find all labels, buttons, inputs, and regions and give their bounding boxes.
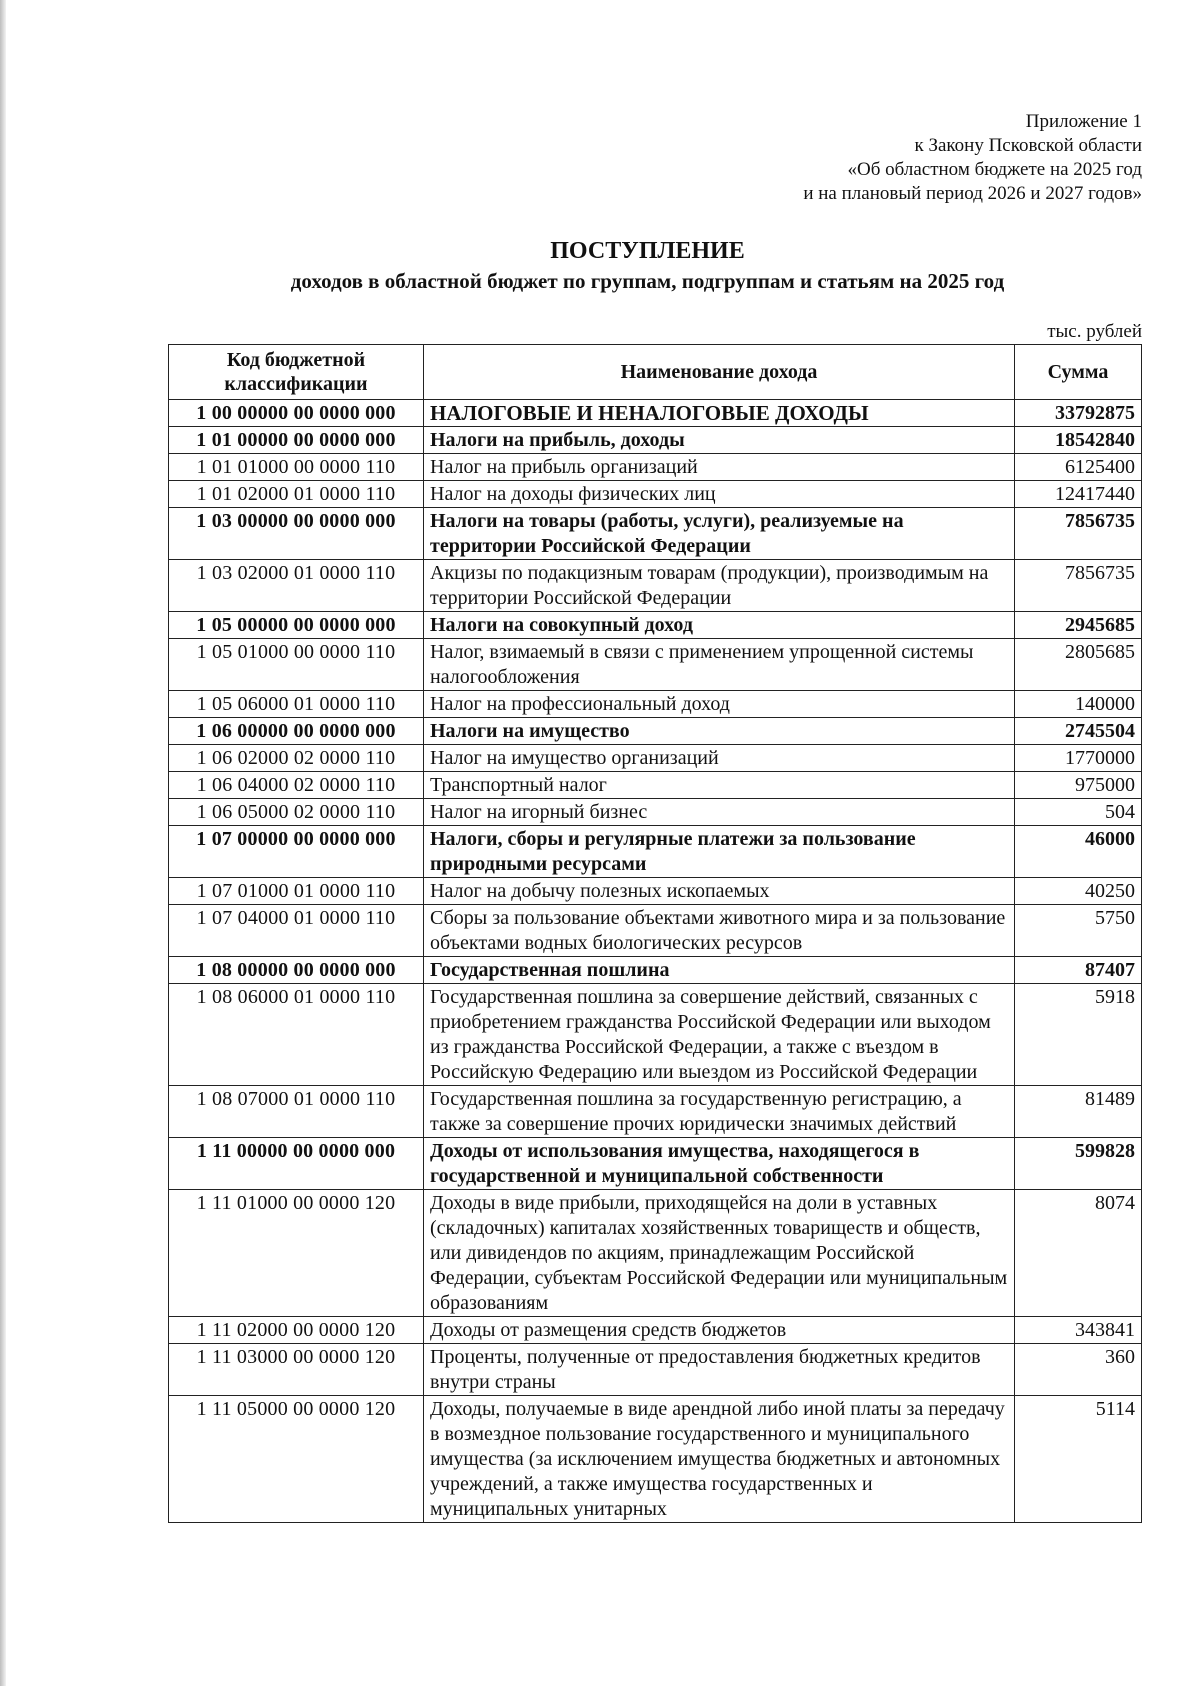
cell-code: 1 07 04000 01 0000 110 xyxy=(169,905,424,957)
cell-code: 1 06 02000 02 0000 110 xyxy=(169,745,424,772)
cell-sum: 12417440 xyxy=(1015,481,1142,508)
cell-code: 1 06 04000 02 0000 110 xyxy=(169,772,424,799)
table-row xyxy=(169,508,1142,560)
cell-code: 1 11 02000 00 0000 120 xyxy=(169,1317,424,1344)
table-row xyxy=(169,1190,1142,1317)
table-row xyxy=(169,772,1142,799)
revenue-table xyxy=(168,344,1142,1523)
cell-code: 1 03 00000 00 0000 000 xyxy=(169,508,424,560)
cell-sum: 81489 xyxy=(1015,1086,1142,1138)
appendix-line: «Об областном бюджете на 2025 год xyxy=(847,159,1142,180)
cell-sum: 360 xyxy=(1015,1344,1142,1396)
cell-name: Государственная пошлина за совершение действий, связанных с приобретением гражданства Российской Федерации или выходом из гражданства Российской Федерации, а также с въездом в Российскую Федерацию или выездом из Российской Федерации xyxy=(424,984,1015,1086)
cell-sum: 7856735 xyxy=(1015,560,1142,612)
cell-name: Государственная пошлина xyxy=(424,957,1015,984)
table-row xyxy=(169,826,1142,878)
cell-name: Акцизы по подакцизным товарам (продукции), производимым на территории Российской Федерации xyxy=(424,560,1015,612)
appendix-line: к Закону Псковской области xyxy=(914,135,1142,156)
cell-sum: 87407 xyxy=(1015,957,1142,984)
cell-sum: 1770000 xyxy=(1015,745,1142,772)
cell-code: 1 11 05000 00 0000 120 xyxy=(169,1396,424,1523)
table-row xyxy=(169,427,1142,454)
cell-sum: 2945685 xyxy=(1015,612,1142,639)
cell-name: Налог на имущество организаций xyxy=(424,745,1015,772)
cell-code: 1 06 00000 00 0000 000 xyxy=(169,718,424,745)
header-code: Код бюджетной классификации xyxy=(169,345,424,400)
cell-code: 1 06 05000 02 0000 110 xyxy=(169,799,424,826)
header-sum: Сумма xyxy=(1015,345,1142,400)
table-row xyxy=(169,1086,1142,1138)
cell-sum: 18542840 xyxy=(1015,427,1142,454)
cell-code: 1 05 06000 01 0000 110 xyxy=(169,691,424,718)
cell-code: 1 05 00000 00 0000 000 xyxy=(169,612,424,639)
cell-name: Доходы, получаемые в виде арендной либо иной платы за передачу в возмездное пользование государственного и муниципального имущества (за исключением имущества бюджетных и автономных учреждений, а также имущества государственных и муниципальных унитарных xyxy=(424,1396,1015,1523)
table-row xyxy=(169,1344,1142,1396)
table-header-row xyxy=(169,345,1142,400)
cell-name: Налоги на имущество xyxy=(424,718,1015,745)
cell-code: 1 03 02000 01 0000 110 xyxy=(169,560,424,612)
cell-name: Доходы от размещения средств бюджетов xyxy=(424,1317,1015,1344)
table-row xyxy=(169,718,1142,745)
cell-code: 1 11 03000 00 0000 120 xyxy=(169,1344,424,1396)
table-row xyxy=(169,560,1142,612)
table-row xyxy=(169,1138,1142,1190)
cell-code: 1 01 02000 01 0000 110 xyxy=(169,481,424,508)
cell-name: Налог, взимаемый в связи с применением упрощенной системы налогообложения xyxy=(424,639,1015,691)
cell-sum: 7856735 xyxy=(1015,508,1142,560)
table-row xyxy=(169,799,1142,826)
title-subtitle: доходов в областной бюджет по группам, подгруппам и статьям на 2025 год xyxy=(290,269,1005,293)
cell-code: 1 00 00000 00 0000 000 xyxy=(169,400,424,427)
document-title xyxy=(0,236,1200,296)
cell-name: Налоги на прибыль, доходы xyxy=(424,427,1015,454)
cell-sum: 40250 xyxy=(1015,878,1142,905)
cell-code: 1 01 01000 00 0000 110 xyxy=(169,454,424,481)
table-row xyxy=(169,639,1142,691)
cell-name: Налоги на совокупный доход xyxy=(424,612,1015,639)
appendix-line: и на плановый период 2026 и 2027 годов» xyxy=(803,183,1142,204)
table-row xyxy=(169,957,1142,984)
cell-name: Доходы в виде прибыли, приходящейся на доли в уставных (складочных) капиталах хозяйственных товариществ и обществ, или дивидендов по акциям, принадлежащим Российской Федерации, субъектам Российской Федерации или муниципальным образованиям xyxy=(424,1190,1015,1317)
cell-name: Налог на добычу полезных ископаемых xyxy=(424,878,1015,905)
cell-name: Доходы от использования имущества, находящегося в государственной и муниципальной собственности xyxy=(424,1138,1015,1190)
units-note: тыс. рублей xyxy=(1047,321,1142,342)
table-row xyxy=(169,454,1142,481)
cell-name: Проценты, полученные от предоставления бюджетных кредитов внутри страны xyxy=(424,1344,1015,1396)
cell-code: 1 08 06000 01 0000 110 xyxy=(169,984,424,1086)
cell-name: Налоги, сборы и регулярные платежи за пользование природными ресурсами xyxy=(424,826,1015,878)
cell-code: 1 05 01000 00 0000 110 xyxy=(169,639,424,691)
table-row xyxy=(169,1396,1142,1523)
cell-sum: 2805685 xyxy=(1015,639,1142,691)
cell-code: 1 07 01000 01 0000 110 xyxy=(169,878,424,905)
table-row xyxy=(169,1317,1142,1344)
appendix-line: Приложение 1 xyxy=(1025,111,1142,132)
cell-sum: 343841 xyxy=(1015,1317,1142,1344)
table-row xyxy=(169,691,1142,718)
cell-sum: 599828 xyxy=(1015,1138,1142,1190)
cell-sum: 8074 xyxy=(1015,1190,1142,1317)
cell-name: Налог на доходы физических лиц xyxy=(424,481,1015,508)
table-row xyxy=(169,481,1142,508)
cell-sum: 5750 xyxy=(1015,905,1142,957)
table-row xyxy=(169,745,1142,772)
cell-name: Налог на игорный бизнес xyxy=(424,799,1015,826)
cell-name: Сборы за пользование объектами животного мира и за пользование объектами водных биологических ресурсов xyxy=(424,905,1015,957)
header-name: Наименование дохода xyxy=(424,345,1015,400)
cell-code: 1 01 00000 00 0000 000 xyxy=(169,427,424,454)
cell-code: 1 11 00000 00 0000 000 xyxy=(169,1138,424,1190)
cell-name: Транспортный налог xyxy=(424,772,1015,799)
table-row xyxy=(169,984,1142,1086)
cell-code: 1 07 00000 00 0000 000 xyxy=(169,826,424,878)
cell-sum: 140000 xyxy=(1015,691,1142,718)
cell-sum: 975000 xyxy=(1015,772,1142,799)
cell-name: Налог на профессиональный доход xyxy=(424,691,1015,718)
cell-name: НАЛОГОВЫЕ И НЕНАЛОГОВЫЕ ДОХОДЫ xyxy=(424,400,1015,427)
cell-name: Налоги на товары (работы, услуги), реализуемые на территории Российской Федерации xyxy=(424,508,1015,560)
cell-code: 1 11 01000 00 0000 120 xyxy=(169,1190,424,1317)
table-row xyxy=(169,400,1142,427)
cell-code: 1 08 00000 00 0000 000 xyxy=(169,957,424,984)
cell-sum: 6125400 xyxy=(1015,454,1142,481)
cell-sum: 504 xyxy=(1015,799,1142,826)
table-row xyxy=(169,905,1142,957)
cell-name: Государственная пошлина за государственную регистрацию, а также за совершение прочих юридически значимых действий xyxy=(424,1086,1015,1138)
cell-sum: 2745504 xyxy=(1015,718,1142,745)
cell-sum: 5114 xyxy=(1015,1396,1142,1523)
cell-sum: 33792875 xyxy=(1015,400,1142,427)
cell-name: Налог на прибыль организаций xyxy=(424,454,1015,481)
table-row xyxy=(169,612,1142,639)
appendix-header xyxy=(803,110,1142,206)
cell-sum: 46000 xyxy=(1015,826,1142,878)
table-row xyxy=(169,878,1142,905)
cell-sum: 5918 xyxy=(1015,984,1142,1086)
title-main: ПОСТУПЛЕНИЕ xyxy=(550,238,745,264)
cell-code: 1 08 07000 01 0000 110 xyxy=(169,1086,424,1138)
